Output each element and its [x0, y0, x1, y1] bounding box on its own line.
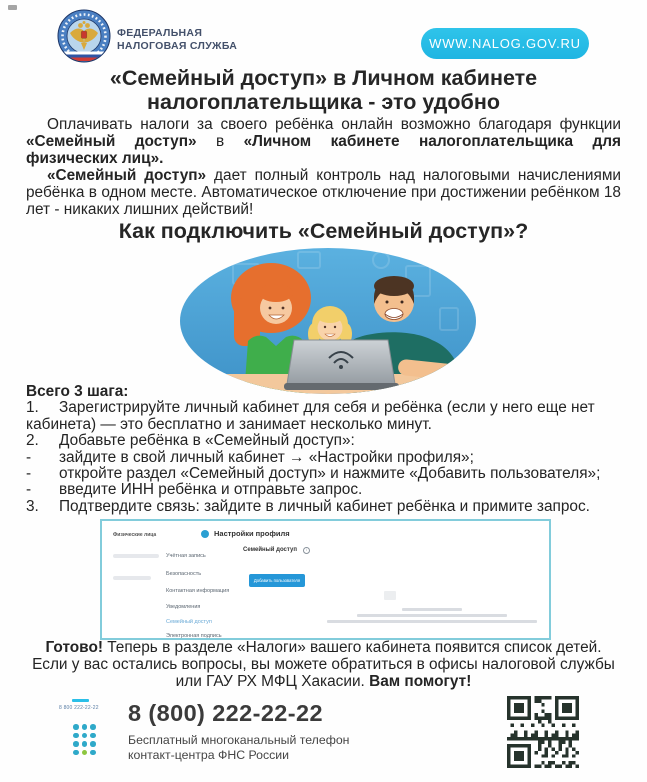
step-item: 3. Подтвердите связь: зайдите в личный кабинет ребёнка и примите запрос. — [26, 497, 590, 515]
agency-name: ФЕДЕРАЛЬНАЯ НАЛОГОВАЯ СЛУЖБА — [117, 27, 238, 52]
phone-caption: Бесплатный многоканальный телефон контакт-центра ФНС России — [128, 733, 350, 762]
intro-text — [26, 116, 621, 218]
intro-paragraph-2: «Семейный доступ» дает полный контроль над налоговыми начислениями ребёнка в одном месте. Автоматическое отключение при достижении ребёнком 18 лет - никаких лишних действий! — [26, 167, 621, 218]
step-item: - введите ИНН ребёнка и отправьте запрос. — [26, 481, 363, 499]
website-link-pill[interactable]: WWW.NALOG.GOV.RU — [421, 28, 589, 59]
qr-code — [507, 696, 579, 768]
steps-lead: Всего 3 шага: — [26, 383, 129, 400]
info-icon: i — [303, 547, 310, 554]
cabinet-screenshot — [100, 519, 551, 640]
step-item: - откройте раздел «Семейный доступ» и нажмите «Добавить пользователя»; — [26, 465, 601, 483]
profile-settings-title: Настройки профиля — [214, 529, 290, 538]
step-item: 1. Зарегистрируйте личный кабинет для себя и ребёнка (если у него еще нет кабинета) — это бесплатно и занимает несколько минут. — [26, 399, 595, 433]
blurred-text-line — [402, 608, 462, 611]
back-icon[interactable] — [201, 530, 209, 538]
fns-emblem-icon — [57, 9, 111, 63]
scan-artifact — [8, 5, 17, 10]
blurred-sidebar-item — [113, 554, 159, 558]
steps-list — [26, 384, 628, 515]
portal-label: Физические лица — [113, 532, 157, 538]
blurred-text-line — [357, 614, 507, 617]
family-access-section-title: Семейный доступ — [243, 547, 297, 553]
outro-text: Готово! Теперь в разделе «Налоги» вашего кабинета появится список детей. Если у вас остались вопросы, вы можете обратиться в офисы налоговой службы или ГАУ РХ МФЦ Хакасии. Вам помогут! — [32, 639, 615, 690]
how-to-heading: Как подключить «Семейный доступ»? — [118, 219, 529, 243]
menu-item-security[interactable]: Безопасность — [166, 571, 202, 577]
step-item: 2. Добавьте ребёнка в «Семейный доступ»: — [26, 432, 355, 450]
teal-dash — [72, 699, 89, 702]
family-laptop-illustration — [177, 246, 479, 396]
blurred-text-line — [327, 620, 537, 623]
menu-item-family-access[interactable]: Семейный доступ — [166, 619, 212, 625]
menu-item-notifications[interactable]: Уведомления — [166, 604, 201, 610]
blurred-sidebar-item — [113, 576, 151, 580]
phone-number-large: 8 (800) 222-22-22 — [128, 700, 323, 726]
page-title: «Семейный доступ» в Личном кабинете налогоплательщика - это удобно — [109, 66, 538, 114]
menu-item-esignature[interactable]: Электронная подпись — [166, 633, 222, 639]
step-item: - зайдите в свой личный кабинет → «Настройки профиля»; — [26, 448, 474, 466]
add-user-button[interactable]: Добавить пользователя — [249, 574, 305, 587]
phone-number-small: 8 800 222-22-22 — [59, 705, 99, 711]
blurred-empty-state-icon — [384, 591, 396, 600]
intro-paragraph-1: Оплачивать налоги за своего ребёнка онлайн возможно благодаря функции «Семейный доступ» в «Личном кабинете налогоплательщика для физических лиц». — [26, 116, 621, 167]
menu-item-account[interactable]: Учётная запись — [166, 553, 206, 559]
menu-item-contact-info[interactable]: Контактная информация — [166, 588, 230, 594]
